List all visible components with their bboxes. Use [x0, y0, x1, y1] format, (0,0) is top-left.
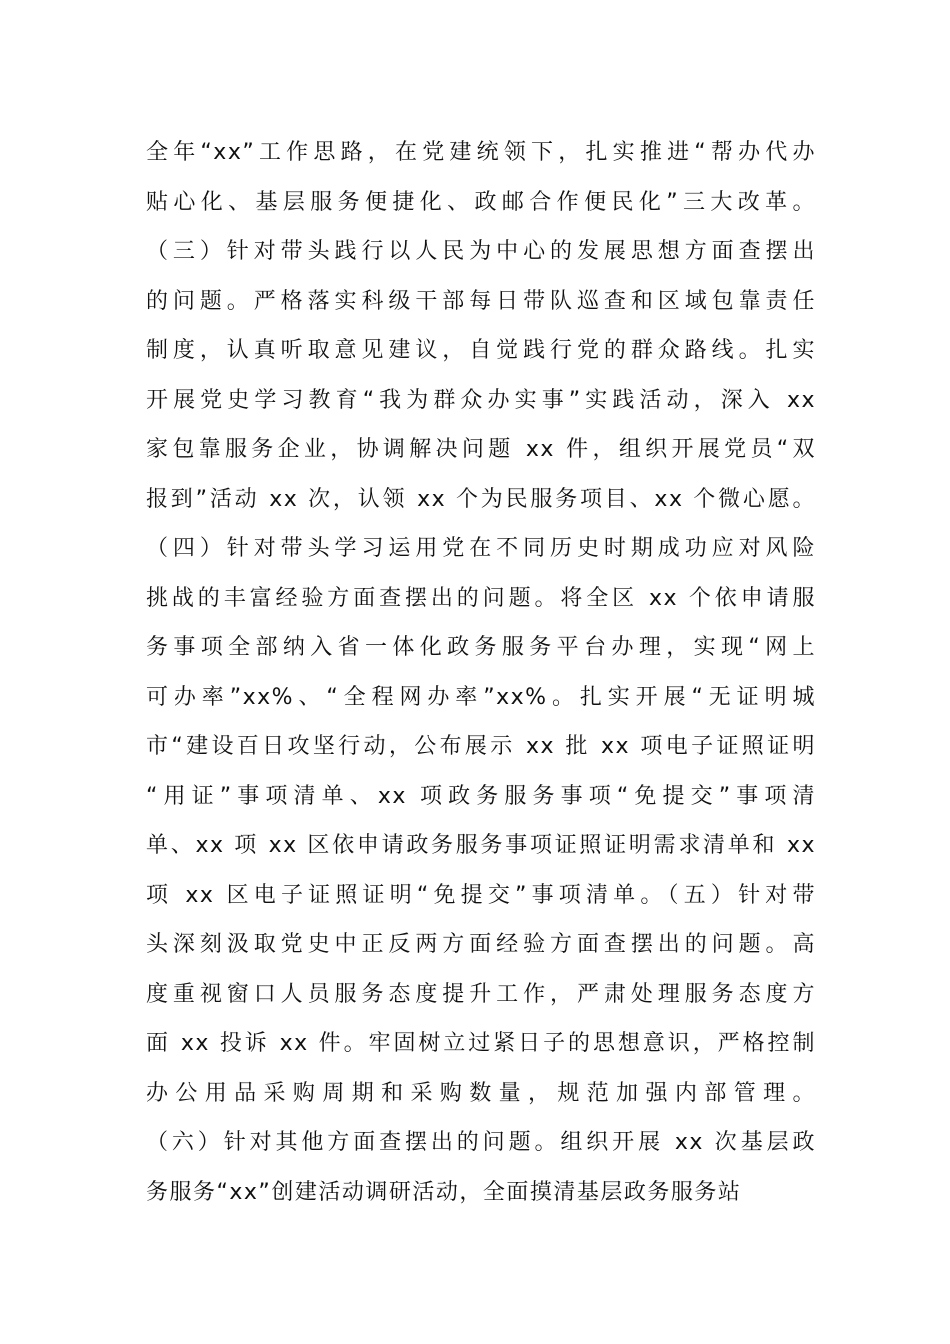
text-line: 可办率”xx%、“全程网办率”xx%。扎实开展“无证明城 [146, 684, 816, 710]
text-line: 头深刻汲取党史中正反两方面经验方面查摆出的问题。高 [146, 932, 816, 957]
text-line: 贴心化、基层服务便捷化、政邮合作便民化”三大改革。 [146, 189, 816, 215]
text-line: （六）针对其他方面查摆出的问题。组织开展 xx 次基层政 [146, 1130, 816, 1155]
text-line: 市“建设百日攻坚行动，公布展示 xx 批 xx 项电子证照证明 [146, 734, 816, 759]
text-line: 制度，认真听取意见建议，自觉践行党的群众路线。扎实 [146, 338, 816, 363]
text-line: 项 xx 区电子证照证明“免提交”事项清单。（五）针对带 [146, 882, 816, 908]
text-line: 报到”活动 xx 次，认领 xx 个为民服务项目、xx 个微心愿。 [146, 486, 816, 512]
text-line: 务事项全部纳入省一体化政务服务平台办理，实现“网上 [146, 635, 816, 660]
text-line: 单、xx 项 xx 区依申请政务服务事项证照证明需求清单和 xx [146, 833, 816, 858]
text-line: 面 xx 投诉 xx 件。牢固树立过紧日子的思想意识，严格控制 [146, 1031, 816, 1056]
text-line: 办公用品采购周期和采购数量，规范加强内部管理。 [146, 1080, 816, 1106]
text-line: 家包靠服务企业，协调解决问题 xx 件，组织开展党员“双 [146, 437, 816, 462]
document-body [146, 128, 816, 1217]
text-line: “用证”事项清单、xx 项政务服务事项“免提交”事项清 [146, 783, 816, 809]
text-line: 全年“xx”工作思路，在党建统领下，扎实推进“帮办代办 [146, 140, 816, 165]
text-line: （三）针对带头践行以人民为中心的发展思想方面查摆出 [146, 239, 816, 264]
text-line: 度重视窗口人员服务态度提升工作，严肃处理服务态度方 [146, 981, 816, 1007]
text-line: 开展党史学习教育“我为群众办实事”实践活动，深入 xx [146, 387, 816, 413]
text-line: （四）针对带头学习运用党在不同历史时期成功应对风险 [146, 536, 816, 561]
text-line: 务服务“xx”创建活动调研活动，全面摸清基层政务服务站 [146, 1179, 742, 1205]
text-line: 的问题。严格落实科级干部每日带队巡查和区域包靠责任 [146, 288, 816, 314]
text-line: 挑战的丰富经验方面查摆出的问题。将全区 xx 个依申请服 [146, 585, 816, 611]
